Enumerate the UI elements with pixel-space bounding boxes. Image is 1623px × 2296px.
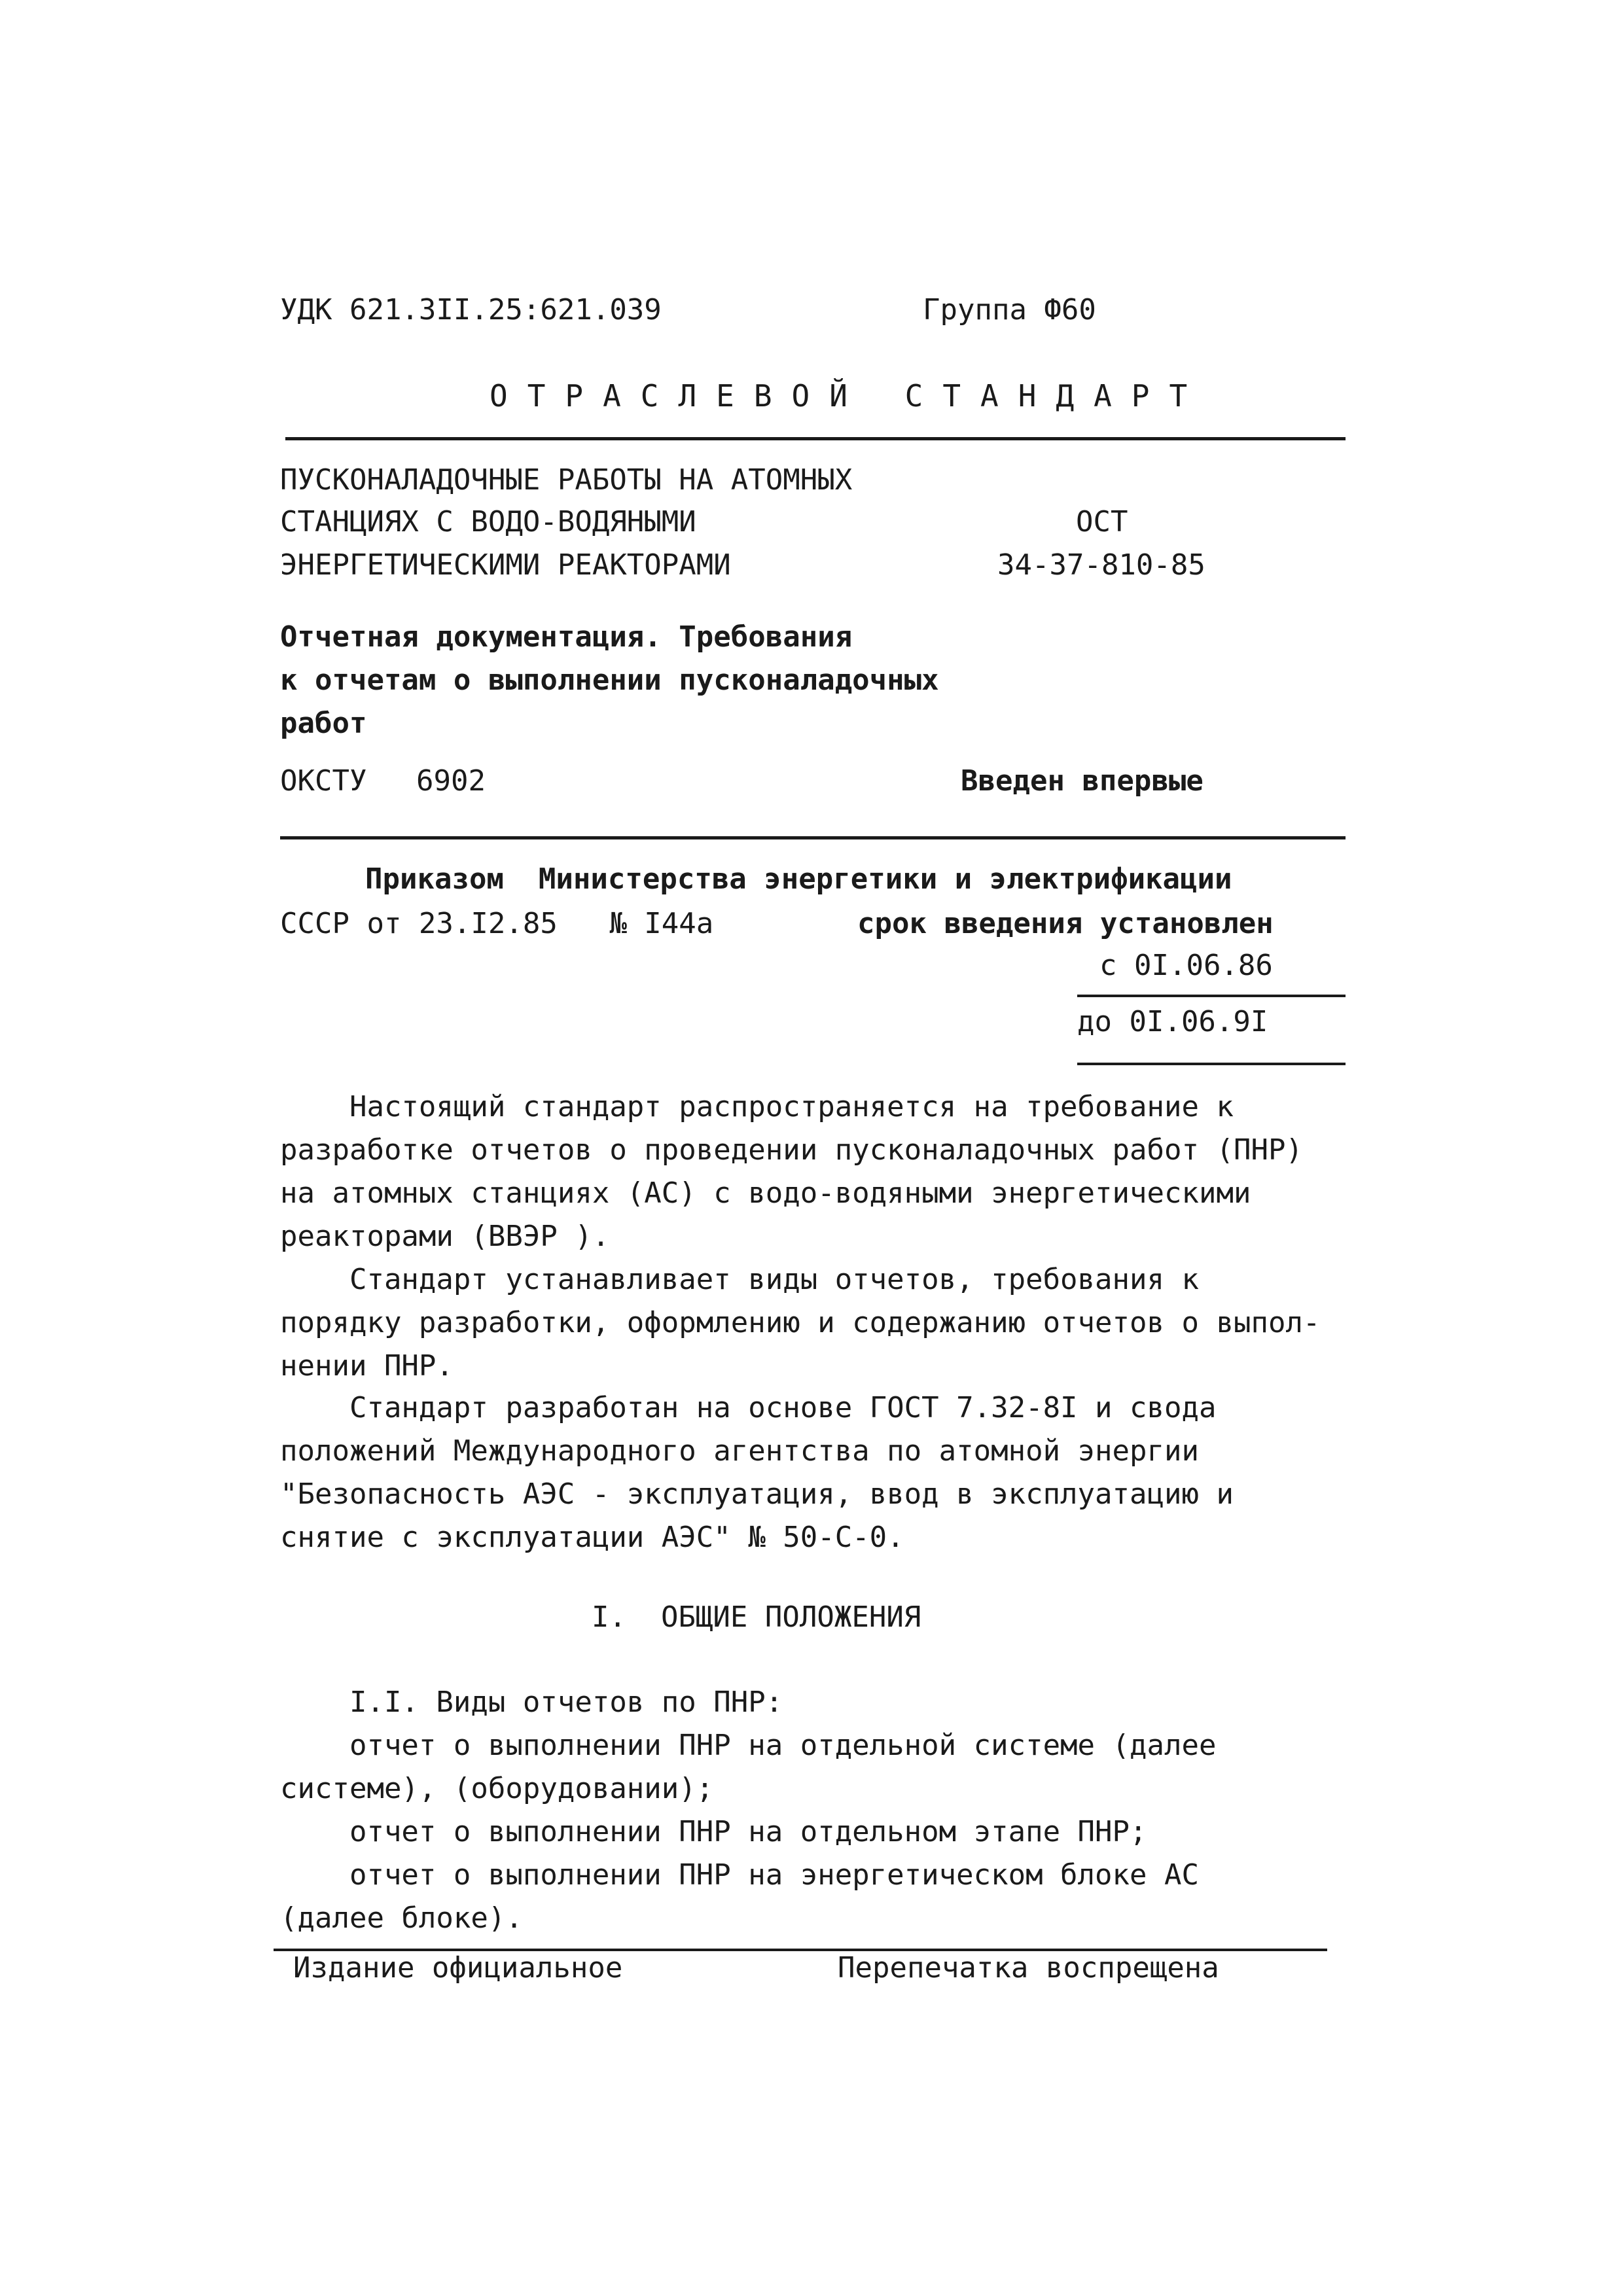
section-line: отчет о выполнении ПНР на отдельной системе (далее	[280, 1729, 1217, 1762]
oksty-label: ОКСТУ	[280, 764, 367, 798]
footer-reprint-prohibited: Перепечатка воспрещена	[838, 1951, 1219, 1985]
footer-official-edition: Издание официальное	[293, 1951, 623, 1985]
paragraph-line: положений Международного агентства по атомной энергии	[280, 1434, 1199, 1468]
section-items	[280, 1688, 1340, 1947]
section-heading: I. ОБЩИЕ ПОЛОЖЕНИЯ	[592, 1600, 921, 1634]
paragraph-line: Стандарт разработан на основе ГОСТ 7.32-8I и свода	[280, 1391, 1217, 1424]
paragraph-line: реакторами (ВВЭР ).	[280, 1220, 610, 1253]
subject-line-2: СТАНЦИЯХ С ВОДО-ВОДЯНЫМИ	[280, 505, 696, 539]
section-line: отчет о выполнении ПНР на отдельном этапе ПНР;	[280, 1815, 1147, 1848]
order-line-2: СССР от 23.I2.85 № I44а	[280, 907, 714, 940]
order-line-1: Приказом Министерства энергетики и электрификации	[365, 862, 1232, 896]
group-code: Группа Ф60	[923, 293, 1096, 327]
section-line: I.I. Виды отчетов по ПНР:	[280, 1686, 783, 1719]
rule-date-2	[1077, 1063, 1346, 1065]
paragraph-line: снятие с эксплуатации АЭС" № 50-С-0.	[280, 1521, 904, 1554]
intro-paragraph-2	[280, 1265, 1340, 1395]
rule-middle	[280, 836, 1346, 839]
paragraph-line: разработке отчетов о проведении пусконаладочных работ (ПНР)	[280, 1133, 1303, 1167]
section-line: (далее блоке).	[280, 1901, 523, 1935]
section-line: отчет о выполнении ПНР на энергетическом блоке АС	[280, 1858, 1199, 1892]
subject-line-3: ЭНЕРГЕТИЧЕСКИМИ РЕАКТОРАМИ	[280, 548, 731, 582]
subtitle-line-1: Отчетная документация. Требования	[280, 620, 853, 654]
paragraph-line: на атомных станциях (АС) с водо-водяными энергетическими	[280, 1176, 1251, 1210]
date-to: до 0I.06.9I	[1077, 1005, 1268, 1038]
intro-paragraph-3	[280, 1391, 1340, 1566]
paragraph-line: "Безопасность АЭС - эксплуатация, ввод в эксплуатацию и	[280, 1477, 1234, 1511]
paragraph-line: Настоящий стандарт распространяется на требование к	[280, 1090, 1234, 1123]
introduced-note: Введен впервые	[961, 764, 1204, 798]
paragraph-line: нении ПНР.	[280, 1349, 454, 1383]
subtitle-line-2: к отчетам о выполнении пусконаладочных	[280, 663, 939, 697]
rule-top	[285, 437, 1346, 440]
subtitle-line-3: работ	[280, 707, 367, 740]
paragraph-line: порядку разработки, оформлению и содержанию отчетов о выпол-	[280, 1306, 1321, 1339]
paragraph-line: Стандарт устанавливает виды отчетов, требования к	[280, 1263, 1199, 1296]
rule-date-1	[1077, 995, 1346, 997]
intro-paragraph-1	[280, 1090, 1340, 1265]
ost-label: ОСТ	[1076, 505, 1128, 539]
subject-line-1: ПУСКОНАЛАДОЧНЫЕ РАБОТЫ НА АТОМНЫХ	[280, 463, 853, 497]
order-term: срок введения установлен	[857, 907, 1274, 940]
udk-code: УДК 621.3II.25:621.039	[280, 293, 662, 327]
document-title: ОТРАСЛЕВОЙ СТАНДАРТ	[490, 378, 1207, 414]
oksty-code: 6902	[416, 764, 486, 798]
ost-number: 34-37-810-85	[997, 548, 1205, 582]
section-line: системе), (оборудовании);	[280, 1772, 714, 1805]
date-from: с 0I.06.86	[1099, 949, 1273, 982]
